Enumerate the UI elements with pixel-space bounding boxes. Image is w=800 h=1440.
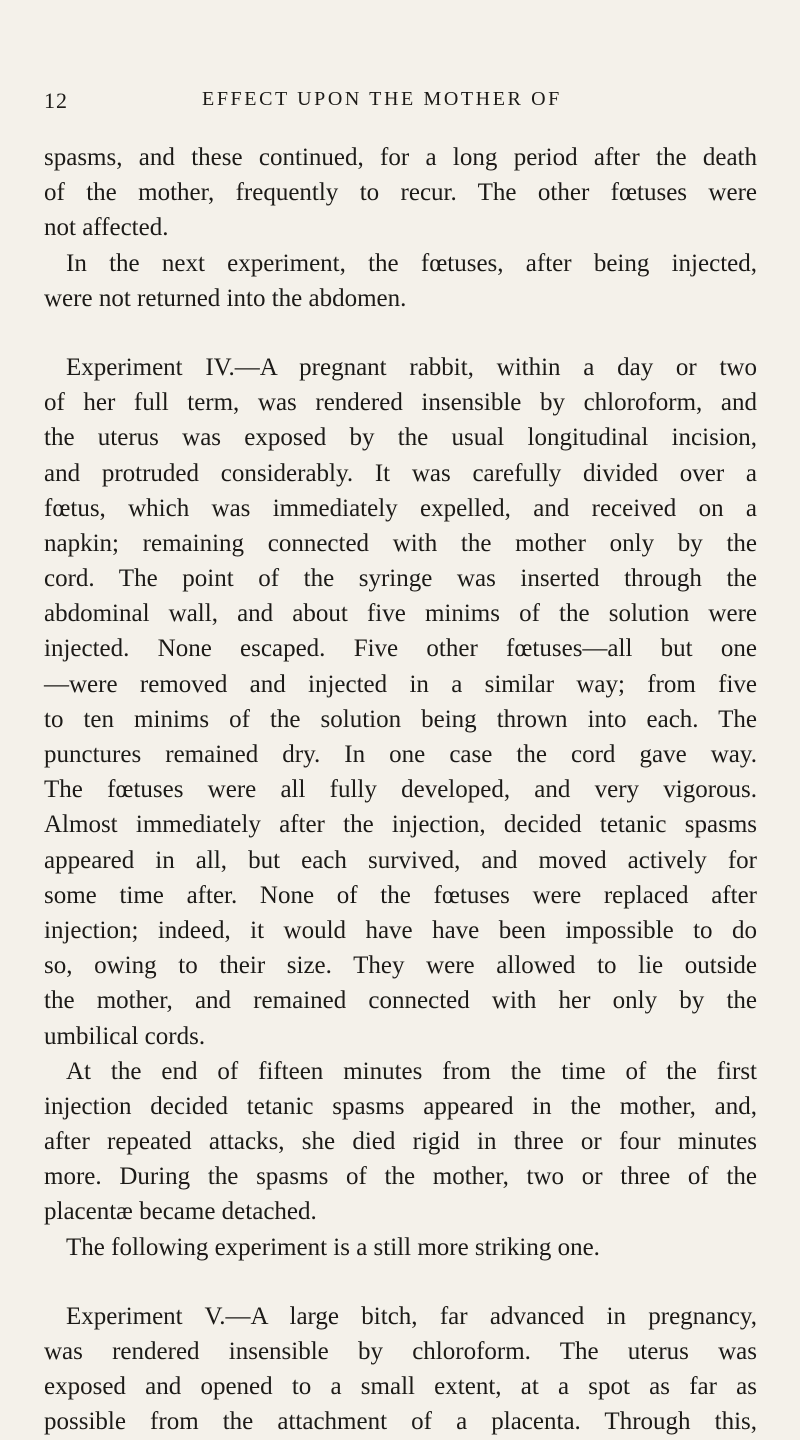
text-line: umbilical cords.: [44, 1022, 206, 1050]
text-line: The fœtuses were all fully developed, and very vigorous.: [44, 776, 757, 804]
text-line: abdominal wall, and about five minims of the solution were: [44, 600, 757, 628]
text-line: the mother, and remained connected with her only by the: [44, 987, 757, 1015]
text-line: cord. The point of the syringe was inserted through the: [44, 565, 757, 593]
text-line: not affected.: [44, 214, 169, 242]
running-head: [44, 88, 744, 114]
text-line: more. During the spasms of the mother, two or three of the: [44, 1163, 757, 1191]
paragraph-gap: [44, 1265, 757, 1299]
text-line: of the mother, frequently to recur. The other fœtuses were: [44, 179, 757, 207]
text-line: placentæ became detached.: [44, 1198, 317, 1226]
text-line: possible from the attachment of a placenta. Through this,: [44, 1408, 757, 1436]
text-line: appeared in all, but each survived, and moved actively for: [44, 846, 757, 874]
text-line: of her full term, was rendered insensible by chloroform, and: [44, 389, 757, 417]
text-line: injected. None escaped. Five other fœtuses—all but one: [44, 635, 757, 663]
text-line: punctures remained dry. In one case the cord gave way.: [44, 741, 757, 768]
paragraph: [44, 140, 757, 246]
text-line: were not returned into the abdomen.: [44, 284, 407, 312]
paragraph-experiment-v: [44, 1299, 757, 1440]
text-line: spasms, and these continued, for a long period after the death: [44, 144, 757, 171]
text-line: napkin; remaining connected with the mother only by the: [44, 529, 757, 557]
text-line: —were removed and injected in a similar way; from five: [44, 670, 757, 698]
running-title: EFFECT UPON THE MOTHER OF: [202, 88, 562, 110]
text-line: was rendered insensible by chloroform. The uterus was: [44, 1338, 757, 1365]
text-line: after repeated attacks, she died rigid in three or four minutes: [44, 1128, 757, 1156]
text-line: In the next experiment, the fœtuses, after being injected,: [66, 249, 757, 277]
text-line: injection decided tetanic spasms appeared in the mother, and,: [44, 1092, 757, 1120]
paragraph: [44, 1230, 757, 1265]
text-line: Experiment V.—A large bitch, far advanced in pregnancy,: [66, 1302, 757, 1330]
paragraph-gap: [44, 316, 757, 350]
text-line: so, owing to their size. They were allowed to lie outside: [44, 952, 757, 980]
text-line: At the end of fifteen minutes from the time of the first: [66, 1057, 757, 1085]
text-line: the uterus was exposed by the usual longitudinal incision,: [44, 424, 757, 452]
text-line: Experiment IV.—A pregnant rabbit, within a day or two: [66, 353, 757, 381]
text-line: and protruded considerably. It was carefully divided over a: [44, 459, 757, 487]
text-line: exposed and opened to a small extent, at a spot as far as: [44, 1373, 757, 1401]
text-line: to ten minims of the solution being thrown into each. The: [44, 705, 757, 733]
paragraph-experiment-iv: [44, 350, 757, 1054]
text-line: The following experiment is a still more striking one.: [66, 1233, 600, 1261]
text-line: fœtus, which was immediately expelled, and received on a: [44, 494, 757, 522]
text-line: injection; indeed, it would have have been impossible to do: [44, 916, 757, 944]
paragraph: [44, 1054, 757, 1230]
body-text: [44, 140, 757, 1440]
paragraph: [44, 246, 757, 316]
text-line: Almost immediately after the injection, decided tetanic spasms: [44, 811, 757, 839]
page-number: 12: [44, 88, 68, 113]
text-line: some time after. None of the fœtuses were replaced after: [44, 881, 757, 909]
